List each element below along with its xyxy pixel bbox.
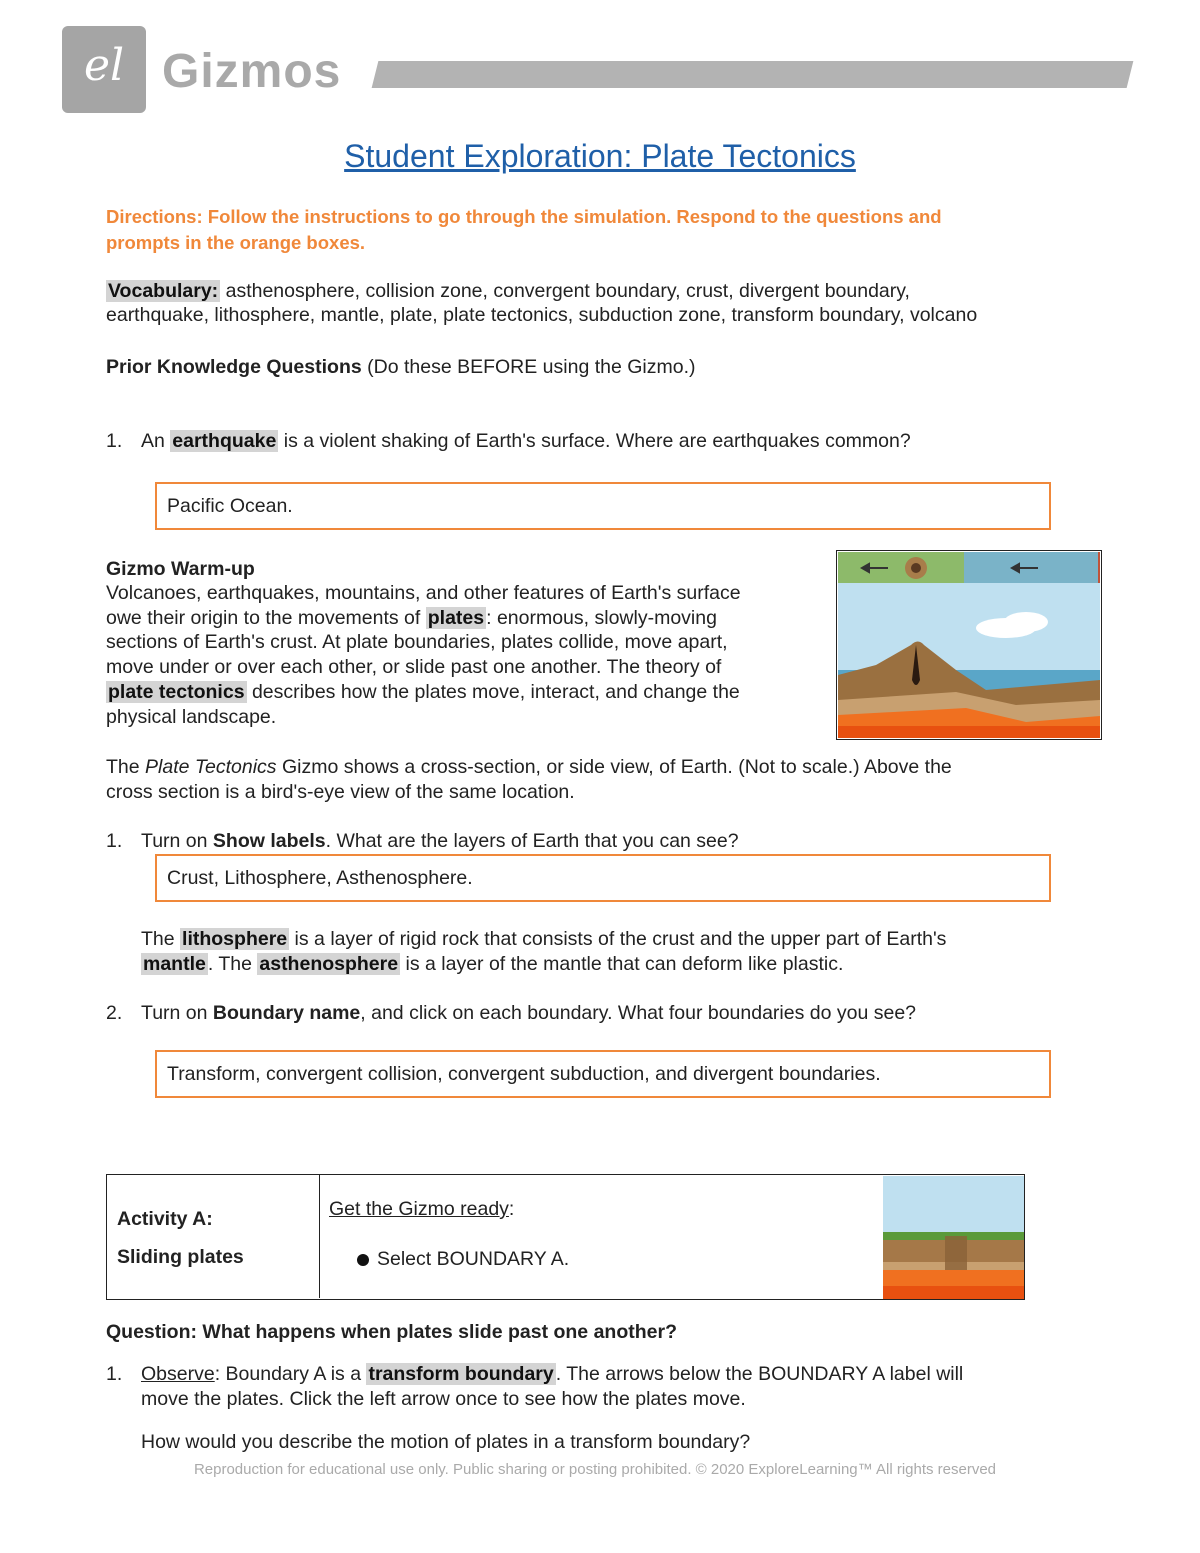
- prior-heading: [106, 355, 696, 380]
- warmup-q1: [106, 829, 739, 854]
- prior-heading-title: Prior Knowledge Questions: [106, 356, 362, 378]
- question-heading: Question: What happens when plates slide past one another?: [106, 1321, 677, 1343]
- term-plate-tectonics: plate tectonics: [108, 681, 245, 703]
- activity-label-1: Activity A:: [117, 1208, 213, 1230]
- vocabulary-label: Vocabulary:: [108, 280, 219, 302]
- answer-box-warmup-q1[interactable]: [155, 854, 1051, 902]
- volcano-top-view: [905, 557, 927, 579]
- term-show-labels: Show labels: [212, 830, 326, 852]
- warmup-line2-post: : enormous, slowly-moving: [486, 607, 717, 629]
- lithosphere-line2: [141, 952, 843, 977]
- vocabulary-terms-1: asthenosphere, collision zone, convergent boundary, crust, divergent boundary,: [220, 280, 910, 302]
- lithosphere-line1: [141, 927, 946, 952]
- gizmo-description-line1: [106, 755, 952, 780]
- brand-name: Gizmos: [162, 45, 342, 98]
- question-q1-num: 1.: [106, 1363, 123, 1385]
- answer-warmup-q1: Crust, Lithosphere, Asthenosphere.: [167, 867, 473, 889]
- question-q1-line2: move the plates. Click the left arrow once to see how the plates move.: [141, 1388, 746, 1410]
- answer-prior-q1: Pacific Ocean.: [167, 495, 293, 517]
- activity-table: [106, 1174, 1025, 1300]
- prior-q1-num: 1.: [106, 430, 123, 452]
- vocabulary-line1: [106, 279, 910, 304]
- gizmo-ready-colon: :: [508, 1198, 515, 1220]
- term-lithosphere: lithosphere: [182, 928, 288, 950]
- gizmo-ready-label: Get the Gizmo ready: [329, 1198, 509, 1220]
- lith-pre: The: [141, 928, 181, 950]
- term-boundary-name: Boundary name: [212, 1002, 361, 1024]
- activity-step: [357, 1247, 569, 1272]
- gizmo-description-pre: The: [106, 756, 146, 778]
- logo-mark: el: [83, 40, 125, 91]
- prior-heading-note: (Do these BEFORE using the Gizmo.): [361, 356, 696, 378]
- footer-copyright: Reproduction for educational use only. Public sharing or posting prohibited. © 2020 ExploreLearning™ All rights reserved: [193, 1461, 997, 1478]
- warmup-line1: Volcanoes, earthquakes, mountains, and other features of Earth's surface: [106, 582, 741, 604]
- vocabulary-line2: earthquake, lithosphere, mantle, plate, plate tectonics, subduction zone, transform boundary, volcano: [106, 304, 978, 326]
- observe-label: Observe: [141, 1363, 215, 1385]
- directions-line1: Directions: Follow the instructions to go through the simulation. Respond to the questions and: [106, 206, 942, 227]
- question-q1-ask: How would you describe the motion of plates in a transform boundary?: [141, 1431, 751, 1453]
- warmup-q1-pre: Turn on: [141, 830, 213, 852]
- page-title: [0, 138, 1200, 175]
- warmup-q2-pre: Turn on: [141, 1002, 213, 1024]
- term-earthquake: earthquake: [172, 430, 277, 452]
- gizmo-description-line2: cross section is a bird's-eye view of the same location.: [106, 781, 575, 803]
- bullet-icon: [357, 1254, 369, 1266]
- warmup-line5-post: describes how the plates move, interact, and change the: [246, 681, 740, 703]
- prior-q1: [106, 429, 911, 454]
- transform-boundary-image: [883, 1176, 1024, 1299]
- warmup-line2-pre: owe their origin to the movements of: [106, 607, 426, 629]
- term-plates: plates: [427, 607, 485, 629]
- answer-box-warmup-q2[interactable]: [155, 1050, 1051, 1098]
- lith-post: is a layer of the mantle that can deform like plastic.: [400, 953, 844, 975]
- page-title-text: Student Exploration: Plate Tectonics: [344, 138, 856, 174]
- warmup-q2: [106, 1001, 917, 1026]
- header-bar: [372, 61, 1134, 88]
- gizmo-ready: [329, 1197, 514, 1222]
- activity-label-2: Sliding plates: [117, 1246, 244, 1268]
- lith-mid: is a layer of rigid rock that consists of the crust and the upper part of Earth's: [289, 928, 947, 950]
- answer-warmup-q2: Transform, convergent collision, convergent subduction, and divergent boundaries.: [167, 1063, 881, 1085]
- gizmo-name-italic: Plate Tectonics: [145, 756, 277, 778]
- prior-q1-pre: An: [141, 430, 171, 452]
- activity-step-text: Select BOUNDARY A.: [377, 1248, 570, 1270]
- answer-box-prior-q1[interactable]: [155, 482, 1051, 530]
- warmup-line6: physical landscape.: [106, 706, 277, 728]
- warmup-q1-num: 1.: [106, 830, 123, 852]
- question-q1-pre: : Boundary A is a: [214, 1363, 367, 1385]
- directions-line2: prompts in the orange boxes.: [106, 232, 366, 253]
- activity-label-cell: [107, 1175, 320, 1298]
- warmup-q1-post: . What are the layers of Earth that you can see?: [325, 830, 739, 852]
- question-q1-line1: [106, 1362, 964, 1387]
- warmup-q2-post: , and click on each boundary. What four boundaries do you see?: [360, 1002, 917, 1024]
- warmup-line5: [106, 680, 740, 705]
- gizmos-logo-tile: [62, 26, 146, 113]
- term-asthenosphere: asthenosphere: [259, 953, 399, 975]
- volcano-cross-section-image: [836, 550, 1102, 740]
- gizmo-description-post: Gizmo shows a cross-section, or side view, of Earth. (Not to scale.) Above the: [276, 756, 952, 778]
- term-transform-boundary: transform boundary: [368, 1363, 554, 1385]
- prior-q1-post: is a violent shaking of Earth's surface. Where are earthquakes common?: [278, 430, 911, 452]
- lith-mid2: . The: [207, 953, 258, 975]
- warmup-line3: sections of Earth's crust. At plate boundaries, plates collide, move apart,: [106, 631, 728, 653]
- warmup-line2: [106, 606, 717, 631]
- warmup-heading: Gizmo Warm-up: [106, 558, 255, 580]
- warmup-q2-num: 2.: [106, 1002, 123, 1024]
- warmup-line4: move under or over each other, or slide past one another. The theory of: [106, 656, 722, 678]
- term-mantle: mantle: [143, 953, 206, 975]
- question-q1-post: . The arrows below the BOUNDARY A label will: [555, 1363, 964, 1385]
